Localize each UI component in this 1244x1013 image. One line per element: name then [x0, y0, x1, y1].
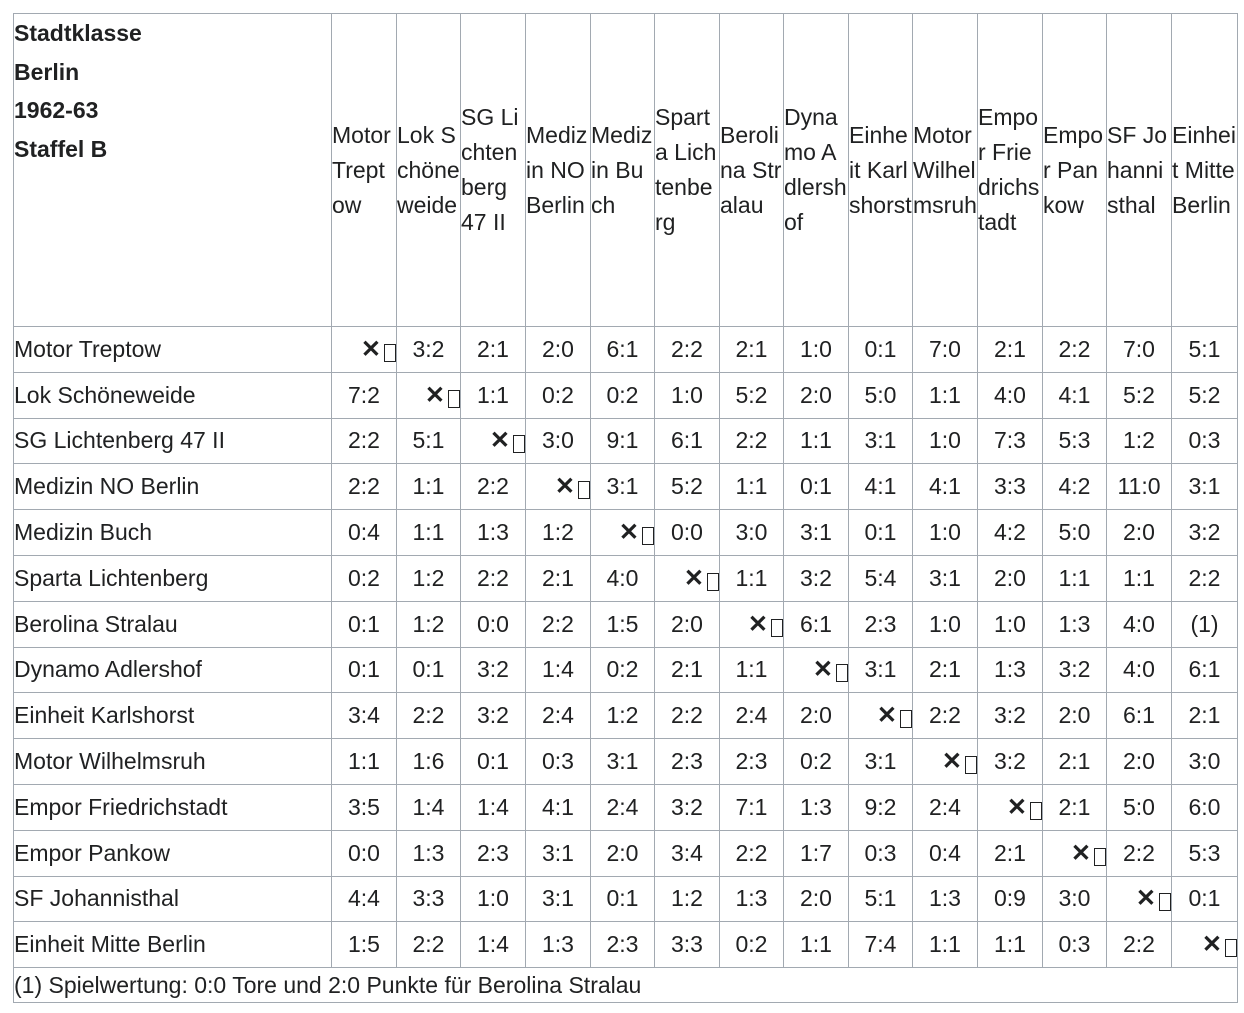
table-row: [14, 510, 1238, 556]
table-title-cell: [14, 14, 332, 327]
table-row: [14, 555, 1238, 601]
score-cell: 1:1: [1043, 555, 1107, 601]
score-cell: 3:1: [526, 830, 591, 876]
score-cell: 1:2: [397, 555, 461, 601]
missing-glyph-icon: [1159, 893, 1171, 911]
score-cell: 2:0: [784, 693, 849, 739]
missing-glyph-icon: [771, 619, 783, 637]
table-row: [14, 418, 1238, 464]
score-cell: 2:3: [655, 739, 720, 785]
score-cell: 0:0: [332, 830, 397, 876]
score-cell: 3:4: [332, 693, 397, 739]
column-header: Lok Schöneweide: [397, 14, 461, 327]
missing-glyph-icon: [1225, 939, 1237, 957]
cross-icon: ✕: [876, 702, 897, 730]
score-cell: 2:0: [591, 830, 655, 876]
diagonal-cell: [784, 647, 849, 693]
score-cell: 1:4: [397, 784, 461, 830]
team-name: Medizin Buch: [14, 510, 332, 556]
score-cell: 0:0: [461, 601, 526, 647]
diagonal-cell: [526, 464, 591, 510]
score-cell: 9:1: [591, 418, 655, 464]
score-cell: 3:2: [784, 555, 849, 601]
column-header: Dynamo Adlershof: [784, 14, 849, 327]
title-line: Stadtklasse: [14, 20, 142, 46]
team-name: Dynamo Adlershof: [14, 647, 332, 693]
table-body: [14, 327, 1238, 968]
score-cell: 0:1: [332, 647, 397, 693]
cross-icon: ✕: [1006, 793, 1027, 821]
score-cell: 1:1: [1107, 555, 1172, 601]
score-cell: 2:0: [1107, 739, 1172, 785]
diagonal-cell: [332, 327, 397, 373]
cross-icon: ✕: [618, 519, 639, 547]
column-header: SF Johannisthal: [1107, 14, 1172, 327]
score-cell: 2:1: [655, 647, 720, 693]
score-cell: 11:0: [1107, 464, 1172, 510]
team-name: Lok Schöneweide: [14, 372, 332, 418]
score-cell: 1:6: [397, 739, 461, 785]
score-cell: 0:3: [1172, 418, 1238, 464]
cross-icon: ✕: [554, 473, 575, 501]
diagonal-cell: [397, 372, 461, 418]
score-cell: 7:4: [849, 922, 913, 968]
diagonal-cell: [461, 418, 526, 464]
results-table: [13, 13, 1238, 1003]
score-cell: 2:0: [1043, 693, 1107, 739]
cross-icon: ✕: [1201, 931, 1222, 959]
table-row: [14, 876, 1238, 922]
score-cell: 1:1: [397, 510, 461, 556]
score-cell: 6:1: [655, 418, 720, 464]
footnote: (1) Spielwertung: 0:0 Tore und 2:0 Punkte für Berolina Stralau: [14, 968, 1238, 1003]
score-cell: 0:1: [397, 647, 461, 693]
table-row: [14, 372, 1238, 418]
score-cell: 2:3: [461, 830, 526, 876]
score-cell: 2:1: [1043, 739, 1107, 785]
missing-glyph-icon: [1094, 848, 1106, 866]
score-cell: 2:2: [397, 693, 461, 739]
score-cell: 2:4: [913, 784, 978, 830]
score-cell: 3:1: [849, 739, 913, 785]
score-cell: 9:2: [849, 784, 913, 830]
score-cell: 1:0: [784, 327, 849, 373]
score-cell: 0:1: [591, 876, 655, 922]
table-row: [14, 601, 1238, 647]
score-cell: 1:3: [978, 647, 1043, 693]
table-row: [14, 693, 1238, 739]
score-cell: 0:2: [526, 372, 591, 418]
score-cell: 7:3: [978, 418, 1043, 464]
score-cell: 3:1: [591, 464, 655, 510]
score-cell: 0:1: [461, 739, 526, 785]
score-cell: 1:2: [526, 510, 591, 556]
diagonal-cell: [978, 784, 1043, 830]
score-cell: 3:0: [1172, 739, 1238, 785]
score-cell: 1:1: [784, 418, 849, 464]
score-cell: 6:0: [1172, 784, 1238, 830]
column-header: Motor Wilhelmsruh: [913, 14, 978, 327]
title-line: Berlin: [14, 58, 80, 85]
score-cell: 2:4: [720, 693, 784, 739]
score-cell: 2:2: [526, 601, 591, 647]
missing-glyph-icon: [900, 710, 912, 728]
score-cell: 1:1: [913, 372, 978, 418]
score-cell: 3:2: [461, 647, 526, 693]
score-cell: 3:3: [978, 464, 1043, 510]
score-cell: 2:2: [1107, 830, 1172, 876]
score-cell: 2:2: [1172, 555, 1238, 601]
score-cell: 2:2: [332, 418, 397, 464]
score-cell: 3:0: [1043, 876, 1107, 922]
score-cell: 0:3: [1043, 922, 1107, 968]
score-cell: 3:5: [332, 784, 397, 830]
diagonal-cell: [591, 510, 655, 556]
cross-icon: ✕: [812, 656, 833, 684]
score-cell: 1:1: [332, 739, 397, 785]
score-cell: 1:3: [720, 876, 784, 922]
score-cell: 3:1: [849, 418, 913, 464]
diagonal-cell: [849, 693, 913, 739]
cross-icon: ✕: [747, 610, 768, 638]
score-cell: 4:4: [332, 876, 397, 922]
score-cell: 2:1: [1043, 784, 1107, 830]
score-cell: 1:2: [591, 693, 655, 739]
score-cell: 3:1: [1172, 464, 1238, 510]
score-cell: 1:0: [913, 601, 978, 647]
score-cell: 2:2: [1043, 327, 1107, 373]
score-cell: 4:1: [849, 464, 913, 510]
score-cell: 2:0: [784, 876, 849, 922]
score-cell: 1:0: [978, 601, 1043, 647]
cross-icon: ✕: [941, 748, 962, 776]
score-cell: 3:4: [655, 830, 720, 876]
score-cell: 2:1: [978, 327, 1043, 373]
score-cell: 0:2: [591, 372, 655, 418]
cross-icon: ✕: [1135, 885, 1156, 913]
score-cell: 1:5: [332, 922, 397, 968]
score-cell: 3:2: [461, 693, 526, 739]
score-cell: 1:5: [591, 601, 655, 647]
score-cell: 5:1: [397, 418, 461, 464]
score-cell: 1:4: [461, 784, 526, 830]
score-cell: 0:4: [332, 510, 397, 556]
score-cell: 1:1: [720, 647, 784, 693]
score-cell: 1:1: [784, 922, 849, 968]
team-name: Medizin NO Berlin: [14, 464, 332, 510]
score-cell: 5:2: [1172, 372, 1238, 418]
score-cell: 1:1: [978, 922, 1043, 968]
score-cell: 2:2: [461, 555, 526, 601]
missing-glyph-icon: [965, 756, 977, 774]
column-header: Berolina Stralau: [720, 14, 784, 327]
score-cell: 2:3: [591, 922, 655, 968]
score-cell: 2:0: [526, 327, 591, 373]
score-cell: 2:0: [655, 601, 720, 647]
score-cell: 4:0: [978, 372, 1043, 418]
score-cell: 6:1: [591, 327, 655, 373]
column-header: Motor Treptow: [332, 14, 397, 327]
footnote-row: [14, 968, 1238, 1003]
score-cell: 5:0: [849, 372, 913, 418]
missing-glyph-icon: [448, 390, 460, 408]
score-cell: (1): [1172, 601, 1238, 647]
title-line: 1962-63: [14, 97, 99, 123]
score-cell: 7:0: [1107, 327, 1172, 373]
score-cell: 6:1: [784, 601, 849, 647]
missing-glyph-icon: [836, 664, 848, 682]
table-row: [14, 739, 1238, 785]
column-header: Empor Friedrichstadt: [978, 14, 1043, 327]
team-name: Motor Wilhelmsruh: [14, 739, 332, 785]
score-cell: 2:3: [720, 739, 784, 785]
score-cell: 1:2: [1107, 418, 1172, 464]
score-cell: 1:0: [913, 418, 978, 464]
score-cell: 7:1: [720, 784, 784, 830]
score-cell: 4:1: [1043, 372, 1107, 418]
score-cell: 0:0: [655, 510, 720, 556]
score-cell: 1:1: [461, 372, 526, 418]
score-cell: 3:1: [913, 555, 978, 601]
score-cell: 2:0: [784, 372, 849, 418]
score-cell: 1:0: [461, 876, 526, 922]
missing-glyph-icon: [1030, 802, 1042, 820]
title-line: Staffel B: [14, 135, 108, 162]
score-cell: 2:3: [849, 601, 913, 647]
score-cell: 2:1: [461, 327, 526, 373]
team-name: Einheit Mitte Berlin: [14, 922, 332, 968]
column-header: Empor Pankow: [1043, 14, 1107, 327]
score-cell: 2:2: [397, 922, 461, 968]
score-cell: 1:1: [913, 922, 978, 968]
score-cell: 6:1: [1172, 647, 1238, 693]
score-cell: 1:3: [461, 510, 526, 556]
score-cell: 1:3: [1043, 601, 1107, 647]
score-cell: 3:2: [655, 784, 720, 830]
score-cell: 3:1: [526, 876, 591, 922]
team-name: Einheit Karlshorst: [14, 693, 332, 739]
score-cell: 2:2: [332, 464, 397, 510]
score-cell: 5:0: [1107, 784, 1172, 830]
score-cell: 1:3: [397, 830, 461, 876]
score-cell: 3:1: [784, 510, 849, 556]
score-cell: 4:1: [913, 464, 978, 510]
cross-icon: ✕: [489, 427, 510, 455]
missing-glyph-icon: [384, 344, 396, 362]
diagonal-cell: [720, 601, 784, 647]
team-name: SG Lichtenberg 47 II: [14, 418, 332, 464]
score-cell: 2:1: [526, 555, 591, 601]
score-cell: 0:9: [978, 876, 1043, 922]
diagonal-cell: [1107, 876, 1172, 922]
score-cell: 2:4: [526, 693, 591, 739]
score-cell: 0:1: [849, 327, 913, 373]
score-cell: 1:0: [655, 372, 720, 418]
team-name: Berolina Stralau: [14, 601, 332, 647]
score-cell: 0:3: [526, 739, 591, 785]
score-cell: 0:2: [720, 922, 784, 968]
score-cell: 4:0: [1107, 647, 1172, 693]
score-cell: 1:2: [655, 876, 720, 922]
score-cell: 0:1: [1172, 876, 1238, 922]
column-header: Einheit Karlshorst: [849, 14, 913, 327]
score-cell: 0:1: [849, 510, 913, 556]
diagonal-cell: [913, 739, 978, 785]
score-cell: 5:3: [1172, 830, 1238, 876]
score-cell: 1:7: [784, 830, 849, 876]
cross-icon: ✕: [360, 335, 381, 363]
score-cell: 1:3: [913, 876, 978, 922]
score-cell: 2:2: [720, 830, 784, 876]
score-cell: 4:1: [526, 784, 591, 830]
table-row: [14, 830, 1238, 876]
column-header: Medizin NO Berlin: [526, 14, 591, 327]
score-cell: 0:3: [849, 830, 913, 876]
team-name: Sparta Lichtenberg: [14, 555, 332, 601]
score-cell: 0:1: [784, 464, 849, 510]
score-cell: 1:3: [784, 784, 849, 830]
missing-glyph-icon: [642, 527, 654, 545]
column-header: Medizin Buch: [591, 14, 655, 327]
score-cell: 5:4: [849, 555, 913, 601]
score-cell: 5:1: [1172, 327, 1238, 373]
score-cell: 2:2: [913, 693, 978, 739]
diagonal-cell: [655, 555, 720, 601]
team-name: Motor Treptow: [14, 327, 332, 373]
score-cell: 3:2: [1043, 647, 1107, 693]
diagonal-cell: [1172, 922, 1238, 968]
score-cell: 0:2: [591, 647, 655, 693]
team-name: SF Johannisthal: [14, 876, 332, 922]
score-cell: 2:1: [978, 830, 1043, 876]
cross-icon: ✕: [1070, 839, 1091, 867]
score-cell: 3:2: [1172, 510, 1238, 556]
missing-glyph-icon: [578, 481, 590, 499]
score-cell: 1:1: [397, 464, 461, 510]
score-cell: 3:1: [849, 647, 913, 693]
score-cell: 1:0: [913, 510, 978, 556]
score-cell: 5:2: [720, 372, 784, 418]
score-cell: 1:2: [397, 601, 461, 647]
score-cell: 0:2: [332, 555, 397, 601]
score-cell: 2:1: [720, 327, 784, 373]
table-row: [14, 784, 1238, 830]
column-header: SG Lichtenberg 47 II: [461, 14, 526, 327]
score-cell: 2:2: [655, 327, 720, 373]
score-cell: 3:2: [397, 327, 461, 373]
table-row: [14, 922, 1238, 968]
score-cell: 2:4: [591, 784, 655, 830]
score-cell: 2:2: [461, 464, 526, 510]
score-cell: 7:2: [332, 372, 397, 418]
score-cell: 5:3: [1043, 418, 1107, 464]
score-cell: 5:2: [655, 464, 720, 510]
column-header: Sparta Lichtenberg: [655, 14, 720, 327]
team-name: Empor Pankow: [14, 830, 332, 876]
table-row: [14, 464, 1238, 510]
score-cell: 4:2: [1043, 464, 1107, 510]
score-cell: 5:0: [1043, 510, 1107, 556]
header-row: [14, 14, 1238, 327]
score-cell: 2:2: [1107, 922, 1172, 968]
score-cell: 2:2: [655, 693, 720, 739]
score-cell: 0:1: [332, 601, 397, 647]
diagonal-cell: [1043, 830, 1107, 876]
score-cell: 2:2: [720, 418, 784, 464]
score-cell: 3:0: [720, 510, 784, 556]
score-cell: 2:1: [1172, 693, 1238, 739]
cross-icon: ✕: [424, 381, 445, 409]
score-cell: 3:1: [591, 739, 655, 785]
score-cell: 1:1: [720, 464, 784, 510]
table-row: [14, 647, 1238, 693]
score-cell: 6:1: [1107, 693, 1172, 739]
score-cell: 4:2: [978, 510, 1043, 556]
score-cell: 7:0: [913, 327, 978, 373]
missing-glyph-icon: [707, 573, 719, 591]
score-cell: 1:4: [526, 647, 591, 693]
score-cell: 2:0: [1107, 510, 1172, 556]
missing-glyph-icon: [513, 435, 525, 453]
score-cell: 0:2: [784, 739, 849, 785]
score-cell: 2:0: [978, 555, 1043, 601]
score-cell: 5:2: [1107, 372, 1172, 418]
score-cell: 1:4: [461, 922, 526, 968]
score-cell: 1:1: [720, 555, 784, 601]
score-cell: 3:3: [397, 876, 461, 922]
team-name: Empor Friedrichstadt: [14, 784, 332, 830]
score-cell: 4:0: [591, 555, 655, 601]
column-header: Einheit Mitte Berlin: [1172, 14, 1238, 327]
score-cell: 2:1: [913, 647, 978, 693]
score-cell: 4:0: [1107, 601, 1172, 647]
score-cell: 1:3: [526, 922, 591, 968]
score-cell: 3:3: [655, 922, 720, 968]
score-cell: 0:4: [913, 830, 978, 876]
cross-icon: ✕: [683, 564, 704, 592]
score-cell: 3:2: [978, 693, 1043, 739]
table-row: [14, 327, 1238, 373]
score-cell: 3:2: [978, 739, 1043, 785]
score-cell: 3:0: [526, 418, 591, 464]
score-cell: 5:1: [849, 876, 913, 922]
